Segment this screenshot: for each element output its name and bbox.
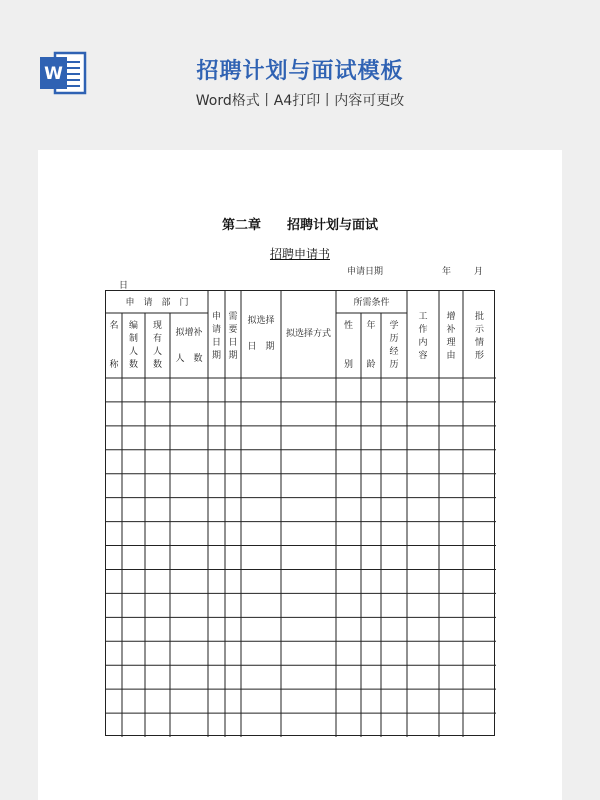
chapter-title: 第二章 招聘计划与面试 xyxy=(221,218,378,233)
year-label: 年 xyxy=(442,267,452,277)
header-name: 名 称 xyxy=(109,321,119,370)
header-gender: 性 别 xyxy=(343,321,353,370)
header-planned-increase: 拟增补 人 数 xyxy=(175,328,203,364)
header-need-date: 需 要 日 期 xyxy=(228,312,238,361)
form-title xyxy=(38,245,562,262)
header-current-staff: 现 有 人 数 xyxy=(152,321,162,370)
header-apply-date: 申 请 日 期 xyxy=(211,312,221,361)
header-department-group: 申 请 部 门 xyxy=(125,298,189,308)
header-education: 学 历 经 历 xyxy=(389,321,399,370)
recruitment-application-table xyxy=(105,290,495,736)
header-age: 年 龄 xyxy=(366,321,376,370)
header-select-date: 拟选择 日 期 xyxy=(247,316,275,352)
banner-subtitle: Word格式丨A4打印丨内容可更改 xyxy=(195,93,405,109)
header-requirements-group: 所需条件 xyxy=(353,298,390,308)
banner-title: 招聘计划与面试模板 xyxy=(196,59,404,84)
header-job-content: 工 作 内 容 xyxy=(418,312,428,361)
header-select-method: 拟选择方式 xyxy=(285,329,331,339)
template-banner xyxy=(0,0,600,150)
document-page xyxy=(38,150,562,800)
apply-date-label: 申请日期 xyxy=(347,267,384,277)
form-title-text: 招聘申请书 xyxy=(269,247,330,261)
header-approval: 批 示 情 形 xyxy=(474,312,484,361)
header-quota: 编 制 人 数 xyxy=(128,321,138,370)
month-label: 月 xyxy=(474,267,484,277)
day-label: 日 xyxy=(119,281,129,291)
word-icon-letter: W xyxy=(44,64,63,84)
header-increase-reason: 增 补 理 由 xyxy=(446,312,456,361)
